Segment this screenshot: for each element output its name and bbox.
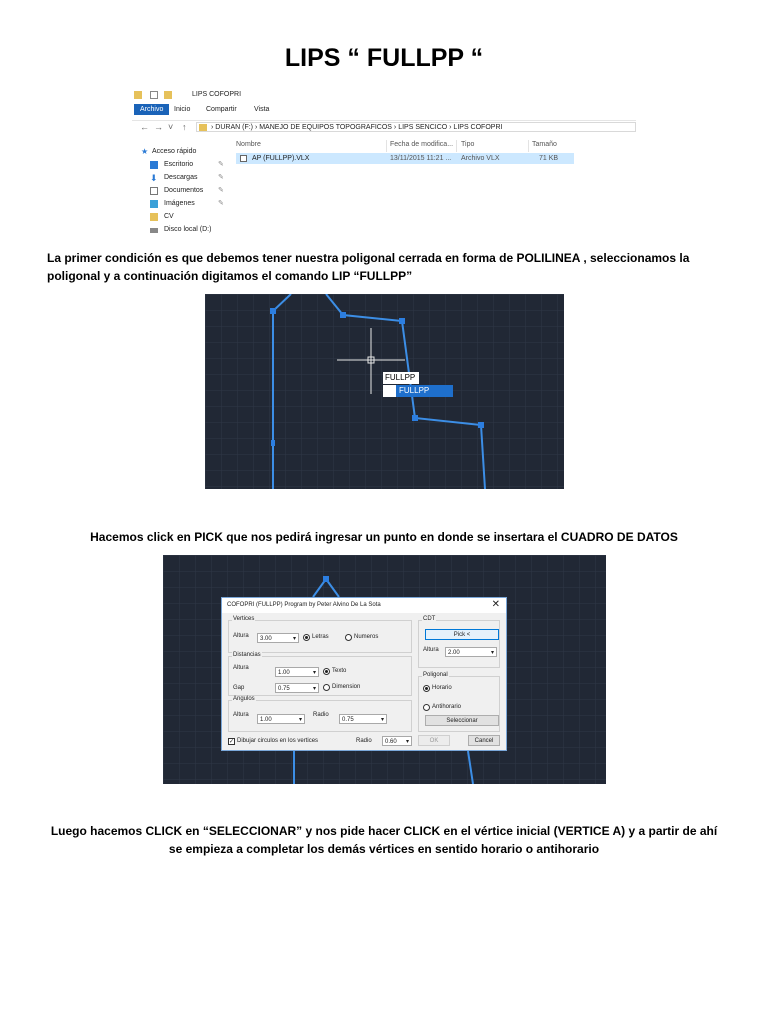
grip-square [340,312,346,318]
radio-horario-label: Horario [432,685,452,691]
recent-dropdown-icon[interactable]: ˅ [168,122,174,132]
address-path-text: › DURAN (F:) › MANEJO DE EQUIPOS TOPOGRAFICOS › LIPS SENCICO › LIPS COFOPRI [211,124,503,131]
file-list-header [236,140,636,152]
command-suggestion-label: FULLPP [399,386,430,395]
group-angulos [228,696,412,732]
angulos-radio-label: Radio [313,712,329,718]
radio-letras[interactable] [303,634,310,641]
angulos-altura-value: 1.00 [260,717,272,723]
distancias-altura-label: Altura [233,665,249,671]
chevron-down-icon: ▾ [490,650,494,656]
grip-square [478,422,484,428]
radio-letras-label: Letras [312,634,329,640]
radio-texto-label: Texto [332,668,347,674]
radio-antihorario[interactable] [423,704,430,711]
radio-dimension[interactable] [323,684,330,691]
distancias-altura-select[interactable] [275,667,319,677]
angulos-altura-label: Altura [233,712,249,718]
file-size: 71 KB [539,155,559,162]
cdt-altura-label: Altura [423,647,439,653]
seleccionar-button[interactable]: Seleccionar [425,715,499,726]
instruction-paragraph-3: Luego hacemos CLICK en “SELECCIONAR” y nos pide hacer CLICK en el vértice inicial (VERTICE A) y a partir de ahí se empieza a completar los demás vértices en sentido horario o antihorario [50,824,718,856]
group-vertices [228,616,412,653]
sidebar-item-label: Documentos [164,187,204,194]
angulos-radio-value: 0.75 [342,717,354,723]
group-poligonal-label: Poligonal [423,672,448,678]
forward-arrow-icon[interactable]: → [154,122,163,132]
group-cdt-label: CDT [423,616,436,622]
chevron-down-icon: ▾ [405,739,409,745]
column-type[interactable]: Tipo [461,141,475,148]
file-explorer-screenshot [132,88,636,240]
vertices-altura-value: 3.00 [260,636,272,642]
grip-square [323,576,329,582]
group-cdt [418,616,500,668]
file-name: AP (FULLPP).VLX [252,155,310,162]
pin-icon: ✎ [218,200,224,207]
new-folder-icon[interactable] [164,91,172,99]
circles-checkbox-label: Dibujar circulos en los vertices [237,738,319,744]
address-path[interactable] [196,122,636,132]
radio-antihorario-label: Antihorario [432,704,462,710]
sidebar-item-cv[interactable] [138,211,228,223]
sidebar-item-label: Disco local (D:) [164,226,212,233]
command-input[interactable]: FULLPP [383,372,419,384]
instruction-paragraph-2: Hacemos click en PICK que nos pedirá ingresar un punto en donde se insertara el CUADRO DE DATOS [90,530,678,544]
command-icon [383,385,396,397]
radio-texto[interactable] [323,668,330,675]
sidebar-item-label: Acceso rápido [152,148,197,155]
sidebar-item-label: Imágenes [164,200,195,207]
images-icon [150,200,158,208]
radio-numeros[interactable] [345,634,352,641]
tab-vista[interactable]: Vista [254,106,270,113]
cad-viewport-2[interactable] [163,555,606,784]
radio-dimension-label: Dimension [332,684,361,690]
download-icon: ⬇ [150,173,158,183]
vertices-altura-label: Altura [233,633,249,639]
distancias-gap-value: 0.75 [278,686,290,692]
footer-radio-value: 0.60 [385,739,397,745]
chevron-down-icon: ▾ [380,717,384,723]
pick-button[interactable]: Pick < [425,629,499,640]
ok-button[interactable]: OK [418,735,450,746]
group-angulos-label: Angulos [233,696,255,702]
angulos-radio-select[interactable] [339,714,387,724]
properties-icon[interactable] [150,91,158,99]
documents-icon [150,187,158,195]
angulos-altura-select[interactable] [257,714,305,724]
folder-icon [199,124,207,131]
dialog-titlebar [222,598,506,613]
desktop-icon [150,161,158,169]
chevron-down-icon: ▾ [312,670,316,676]
pin-icon: ✎ [218,174,224,181]
explorer-ribbon-tabs [132,104,636,115]
chevron-down-icon: ▾ [298,717,302,723]
vlx-file-icon [240,155,247,162]
distancias-altura-value: 1.00 [278,670,290,676]
vertices-altura-select[interactable] [257,633,299,643]
sidebar-item-quick-access[interactable] [138,146,228,158]
drive-icon [150,228,158,233]
circles-checkbox[interactable]: ✓ [229,739,235,745]
chevron-down-icon: ▾ [312,686,316,692]
group-vertices-label: Vertices [233,616,255,622]
column-date[interactable]: Fecha de modifica... [390,141,454,148]
pin-icon: ✎ [218,161,224,168]
sidebar-item-local-disk[interactable] [138,224,228,236]
cdt-altura-value: 2.00 [448,650,460,656]
instruction-paragraph-1: La primer condición es que debemos tener nuestra poligonal cerrada en forma de POLILINEA , seleccionamos la poligonal y a continuación digitamos el comando LIP “FULLPP” [47,251,690,283]
explorer-window-title: LIPS COFOPRI [192,91,242,98]
fullpp-dialog [221,597,507,751]
sidebar-item-label: Escritorio [164,161,194,168]
group-distancias-label: Distancias [233,652,261,658]
distancias-gap-select[interactable] [275,683,319,693]
cdt-altura-select[interactable] [445,647,497,657]
cancel-button[interactable]: Cancel [468,735,500,746]
sidebar-item-label: CV [164,213,174,220]
sidebar-item-images[interactable] [138,198,228,210]
folder-icon [134,91,142,99]
sidebar-item-downloads[interactable] [138,172,228,184]
pin-icon: ✎ [218,187,224,194]
file-row[interactable] [236,153,574,164]
up-arrow-icon[interactable]: ↑ [182,122,187,132]
radio-horario[interactable] [423,685,430,692]
dialog-title: COFOPRI (FULLPP) Program by Peter Alvino De La Sota [227,602,381,608]
grip-midpoint [271,440,275,446]
folder-icon [150,213,158,221]
radio-numeros-label: Numeros [354,634,379,640]
tab-inicio[interactable]: Inicio [174,106,191,113]
column-size[interactable]: Tamaño [532,141,557,148]
sidebar-item-documents[interactable] [138,185,228,197]
close-icon[interactable]: ✕ [491,599,500,610]
cad-viewport-1[interactable] [205,294,564,489]
explorer-address-bar [132,120,636,133]
footer-radio-label: Radio [356,738,372,744]
file-type: Archivo VLX [461,155,500,162]
chevron-down-icon: ▾ [292,636,296,642]
sidebar-item-label: Descargas [164,174,198,181]
distancias-gap-label: Gap [233,685,245,691]
group-distancias [228,652,412,696]
grip-square [412,415,418,421]
explorer-titlebar [132,88,636,102]
footer-radio-select[interactable] [382,736,412,746]
tab-archivo[interactable]: Archivo [134,104,169,115]
back-arrow-icon[interactable]: ← [140,122,149,132]
document-title: LIPS “ FULLPP “ [284,44,484,72]
command-suggestion-item[interactable] [383,385,453,397]
column-name[interactable]: Nombre [236,141,261,148]
grip-square [399,318,405,324]
group-poligonal [418,672,500,732]
tab-compartir[interactable]: Compartir [206,106,237,113]
star-icon: ★ [141,147,149,156]
file-date: 13/11/2015 11:21 ... [390,155,452,162]
grip-square [270,308,276,314]
sidebar-item-desktop[interactable] [138,159,228,171]
